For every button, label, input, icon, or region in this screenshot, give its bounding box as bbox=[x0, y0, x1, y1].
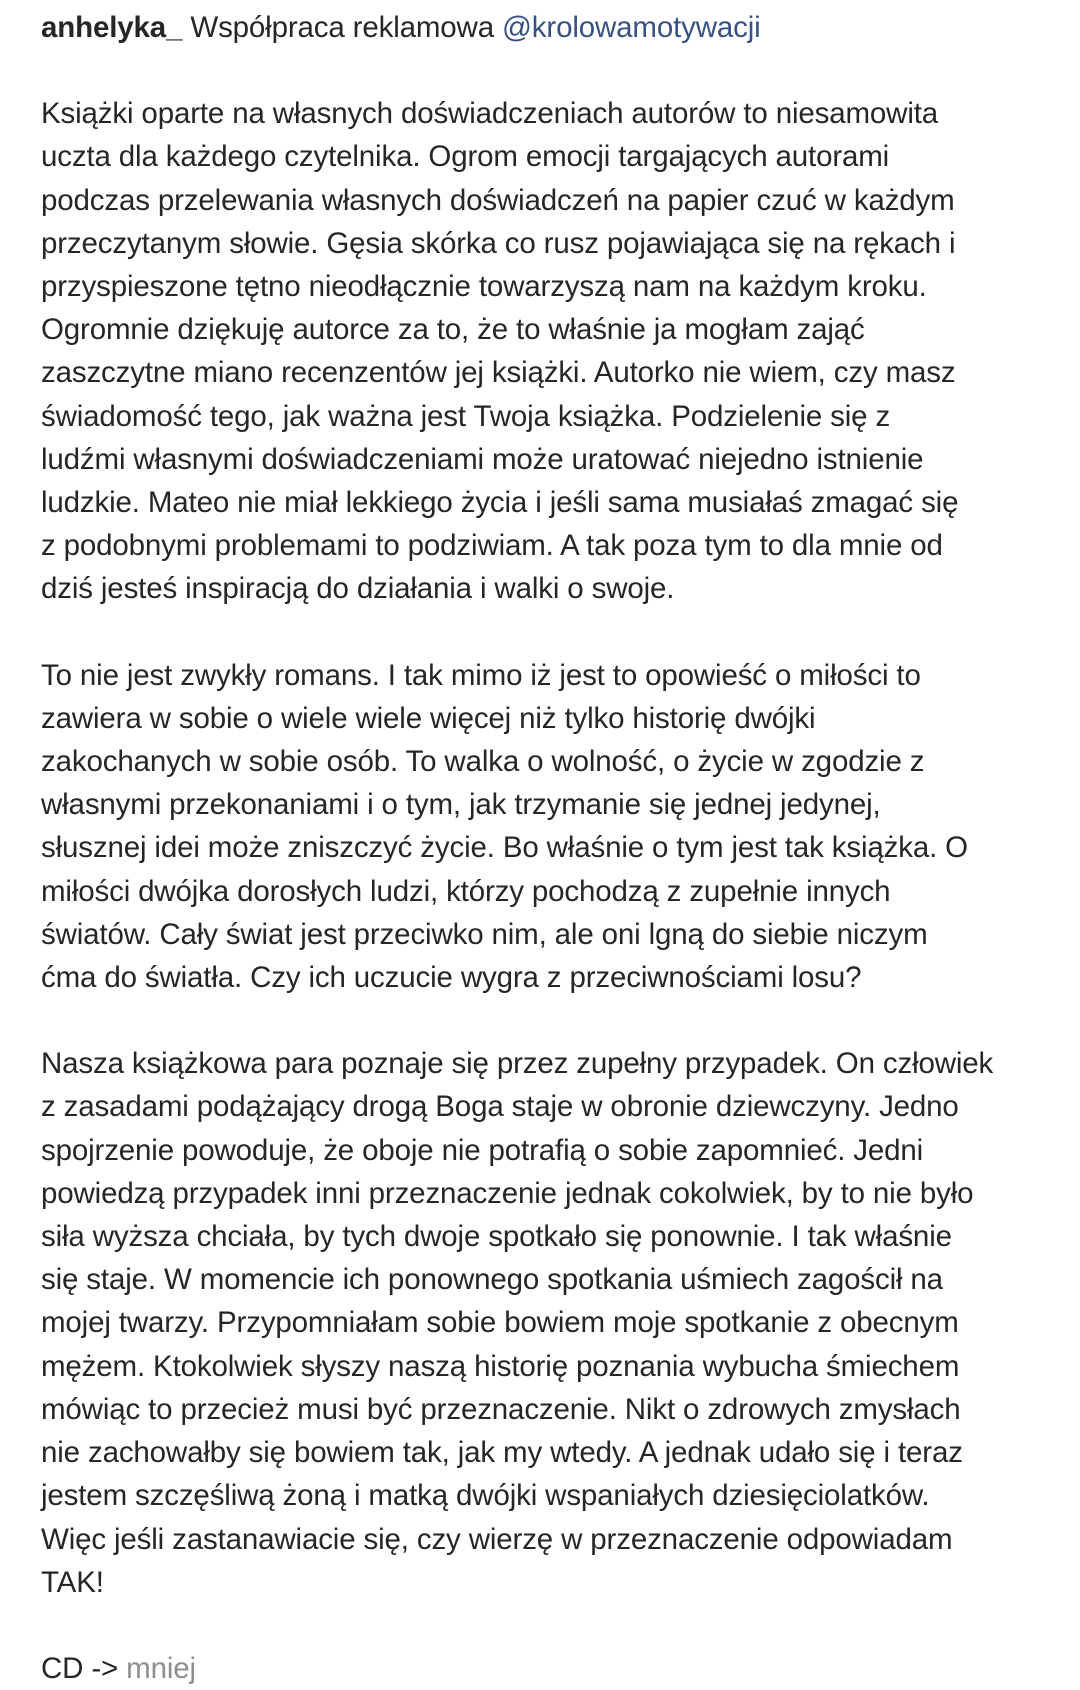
username-link[interactable]: anhelyka_ bbox=[41, 11, 183, 44]
show-less-link[interactable]: mniej bbox=[126, 1651, 196, 1685]
caption-paragraph: To nie jest zwykły romans. I tak mimo iż jest to opowieść o miłości to zawiera w sobie o wiele wiele więcej niż tylko historię dwójki zakochanych w sobie osób. To walka o wolność, o życie w zgodzie z własnymi przekonaniami i o tym, jak trzymanie się jednej jedynej, słusznej idei może zniszczyć życie. Bo właśnie o tym jest tak książka. O miłości dwójka dorosłych ludzi, którzy pochodzą z zupełnie innych światów. Cały świat jest przeciwko nim, ale oni lgną do siebie niczym ćma do światła. Czy ich uczucie wygra z przeciwnościami losu? bbox=[41, 658, 968, 995]
partner-mention-link[interactable]: @krolowamotywacji bbox=[502, 11, 761, 44]
footer-text: CD -> bbox=[41, 1651, 119, 1685]
caption-paragraph: Nasza książkowa para poznaje się przez zupełny przypadek. On człowiek z zasadami podążający drogą Boga staje w obronie dziewczyny. Jedno spojrzenie powoduje, że oboje nie potrafią o sobie zapomnieć. Jedni powiedzą przypadek inni przeznaczenie jednak cokolwiek, by to nie było siła wyższa chciała, by tych dwoje spotkało się ponownie. I tak właśnie się staje. W momencie ich ponownego spotkania uśmiech zagościł na mojej twarzy. Przypomniałam sobie bowiem moje spotkanie z obecnym mężem. Ktokolwiek słyszy naszą historię poznania wybucha śmiechem mówiąc to przecież musi być przeznaczenie. Nikt o zdrowych zmysłach nie zachowałby się bowiem tak, jak my wtedy. A jednak udało się i teraz jestem szczęśliwą żoną i matką dwójki wspaniałych dziesięciolatków. Więc jeśli zastanawiacie się, czy wierzę w przeznaczenie odpowiadam TAK! bbox=[41, 1047, 994, 1599]
caption-paragraph: Książki oparte na własnych doświadczeniach autorów to niesamowita uczta dla każdego czytelnika. Ogrom emocji targających autorami podczas przelewania własnych doświadczeń na papier czuć w każdym przeczytanym słowie. Gęsia skórka co rusz pojawiająca się na rękach i przyspieszone tętno nieodłącznie towarzyszą nam na każdym kroku. Ogromnie dziękuję autorce za to, że to właśnie ja mogłam zająć zaszczytne miano recenzentów jej książki. Autorko nie wiem, czy masz świadomość tego, jak ważna jest Twoja książka. Podzielenie się z ludźmi własnymi doświadczeniami może uratować niejedno istnienie ludzkie. Mateo nie miał lekkiego życia i jeśli sama musiałaś zmagać się z podobnymi problemami to podziwiam. A tak poza tym to dla mnie od dziś jesteś inspiracją do działania i walki o swoje. bbox=[41, 97, 959, 606]
caption-footer bbox=[41, 1647, 1050, 1690]
partnership-label: Współpraca reklamowa bbox=[190, 11, 494, 44]
caption-header bbox=[41, 6, 1050, 49]
